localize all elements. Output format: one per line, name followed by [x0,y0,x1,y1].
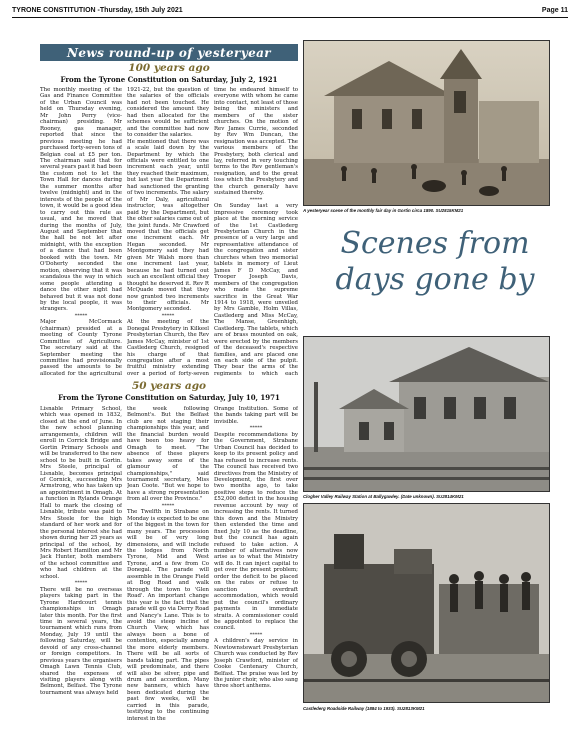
castlederg-railway-photo [303,503,550,703]
separator-stars: ***** [161,502,175,509]
article-paragraph: He mentioned that there was a scale laid down by the Department by which the officials were entitled to one increment each year, until they reached their maximum, but last year the Department had sanctioned the granting of two increments. The salary of Mr Daly, agricultural instructor, was altogether paid by the Department, but the other salaries came out of the joint funds. Mr Crawford moved that the officials get one increment each. Mr Hegan seconded. Mr Montgomery said they had given Mr Walsh more than one increment last year, because he had turned out such an excellent official they thought he deserved it. Rev R McQuade moved that they now granted two increments to their officials. Mr Montgomery seconded. [127,138,209,313]
railway-photo-caption: Castlederg Roadside Railway (1884 to 1933). SU2813KM21 [303,706,425,711]
article-paragraph: At the meeting of the Donegal Presbytery in Kilkeel Presbyterian Church, the Rev James McCay, minister of 1st Castlederg Church, resigned his charge of that congregation after a most fruitful ministry extending over a period of forty-seven [127,319,209,377]
article-paragraph: Despite recommendations by the Government, Strabane Urban Council has decided to keep to its present policy and has refused to increase rents. The council has received two directives from the Ministry of Development, the first over two months ago, to take positive steps to reduce the £52,000 deficit in the housing revenue account by way of increasing the rents. It turned this down and the Ministry then extended the time and fixed July 10 as the deadline, but the council has again refused to take action. A number of alternatives now arise as to what the Ministry will do. It can inject capital to get over the present problem; order the deficit to be placed on the rates or refuse to sanction overdraft accommodation, which would put the council's ordinary payments in immediate straits. A commissioner could be appointed to replace the council. [214,431,298,632]
hundred-years-column-3 [214,87,298,377]
article-paragraph: The monthly meeting of the Gas and Finance Committee of the Urban Council was held on Thursday evening, Mr John Perry (vice-chairman) presiding. Mr Rooney, gas manager, reported that since the previous meeting he had purchased forty-seven tons of Belgian coal at £5 per ton. The chairman said that for several years past it had been the custom not to let the Town Hall for dances during the summer months after twelve (midnight) and in the interests of the people of the town, it would be a good idea to carry out this rule as usual, and he moved that during the months of July, August and September that the hall be not let after midnight, with the exception of a dance that had been booked with the town. Mr O'Doherty seconded the motion, observing that it was scandalous the way in which some people attending a dance the other night had behaved but it was not done by the local people, it was strangers. [40,87,122,313]
gortin-fair-day-photo [303,40,550,206]
article-paragraph: the week following Belmont's. But the Belfast club are not staging their championships this year, and the financial burden would have been too heavy for Omagh to meet. "The absence of these players takes away some of the glamour of the championships," said tournament secretary, Miss Jean Coote. "But we hope to have a strong representation from all over the Province." [127,406,209,503]
news-roundup-banner: News round-up of yesteryear [40,44,298,61]
article-paragraph: There will be no overseas players taking part in the Tyrone Hardcourt tennis championships in Omagh later this month. For the first time in several years, the tournament which runs from Monday, July 19 until the following Saturday, will be devoid of any cross-channel or foreign competitors. In previous years the organisers Omagh Lawn Tennis Club, shared the expenses of visiting players along with Belmont, Belfast. The Tyrone tournament was always held [40,586,122,696]
article-paragraph: Major McCormack (chairman) presided at a meeting of County Tyrone Committee of Agriculture. The secretary said at the September meeting the committee had provisionally passed the amounts to be allocated for the agricultural [40,319,122,377]
scenes-headline [326,226,544,298]
photo-illustration [304,337,550,492]
page-header [12,4,568,18]
fifty-years-column-1 [40,406,122,729]
article-paragraph: Lisnable Primary School, which was opened in 1832, closed at the end of June. In the new school planning arrangements, children will enroll in Corrick Bridge and Gortin Primary Schools and will be transferred to the new school to be built in Gortin. Mrs Steele, principal of Lisnable, becomes principal of Cornick, succeeding Mrs Armstrong, who has taken up an appointment in Omagh. At a function in Rylands Orange Hall to mark the closing of Lisnable, tribute was paid to Mrs Steele for the high standard of her work and for the personal interest she had shown during her 25 years as principal of the school, by Mrs Robert Hamilton and Mr Jack Hunter, both members of the school committee and who had children at the school. [40,406,122,580]
station-photo-caption: Clogher Valley Railway Station at Ballygawley. (Date unknown). SU2814KM21 [303,494,464,499]
separator-stars: ***** [249,425,263,432]
fifty-years-column-3 [214,406,298,729]
fifty-years-column-2 [127,406,209,729]
scenes-line-1: Scenes from [340,226,530,261]
article-paragraph: Orange Institution. Some of the bands taking part will be invisible. [214,406,298,425]
hundred-years-column-1 [40,87,122,377]
separator-stars: ***** [74,312,88,319]
page-number: Page 11 [541,7,568,14]
ballygawley-station-photo [303,336,550,492]
article-paragraph: A children's day service in Newtownstewart Presbyterian Church was conducted by Rev Joseph Crawford, minister of Cooke Centenary Church, Belfast. The praise was led by the junior choir, who also sang three short anthems. [214,638,298,690]
separator-stars: ***** [161,312,175,319]
scenes-line-2: days gone by [335,262,535,297]
photo-illustration [304,41,550,206]
fifty-years-heading: 50 years ago [131,380,207,392]
publication-date: TYRONE CONSTITUTION -Thursday, 15th July 2021 [12,7,183,14]
separator-stars: ***** [74,580,88,587]
photo-illustration [304,504,550,703]
hundred-years-column-2 [127,87,209,377]
article-paragraph: On Sunday last a very impressive ceremony took place at the morning service of the 1st Castlederg Presbyterian Church in the presence of a very large and representative attendance of the congregation and sister churches when two memorial tablets in memory of Lieut James F D McCay, and Trooper Joseph Davis, members of the congregation who made the supreme sacrifice in the Great War 1914 to 1918, were unveiled by Mrs Gamble, Holm Villas, Castlederg and Miss McCay, The Manse, Greenhigh, Castlederg. The tablets, which are of brass mounted on oak, were erected by the members of the deceased's respective families, and are placed one on each side of the pulpit. They bear the arms of the regiments to which each [214,203,298,377]
article-paragraph: The Twelfth in Strabane on Monday is expected to be one of the biggest in the town for many years. The procession will be of very long dimensions, and will include the lodges from North Tyrone, Mid and West Tyrone, and a few from Co Donegal. The parade will assemble in the Orange Field at Bog Road and walk through the town to 'Glen Road'. An important change this year is the fact that the parade will go via Derry Road and Nancy's Lane. This is to avoid the steep incline of Church View, which has always been a bone of contention, especially among the more elderly members. There will be all sorts of bands taking part. The pipes will predominate, and there will also be silver, pipe and drum and accordion. Many new banners, which have been dedicated during the past few weeks, will be carried in this parade, testifying to the continuing interest in the [127,509,209,722]
hundred-years-heading: 100 years ago [128,62,210,74]
fifty-years-source: From the Tyrone Constitution on Saturday, July 10, 1971 [58,393,280,402]
separator-stars: ***** [249,196,263,203]
article-paragraph: 1921-22, but the question of the salaries of the officials had not been touched. He considered the amount they had then allocated for the schemes would be sufficient and the committee had now to consider the salaries. [127,87,209,139]
separator-stars: ***** [249,631,263,638]
article-paragraph: time he endeared himself to everyone with whom he came into contact, not least of those being the ministers and members of the sister churches. On the motion of Rev James Currie, seconded by Rev Wm Duncan, the resignation was accepted. The various members of the Presbytery, both clerical and lay, referred in very touching terms to the Rev gentleman's resignation, and to the great loss which the Presbytery and the church generally have sustained thereby. [214,87,298,197]
hundred-years-source: From the Tyrone Constitution on Saturday, July 2, 1921 [60,75,278,84]
church-photo-caption: A yesteryear scene of the monthly fair day in Gortin circa 1890. SU2815KM21 [303,208,464,213]
